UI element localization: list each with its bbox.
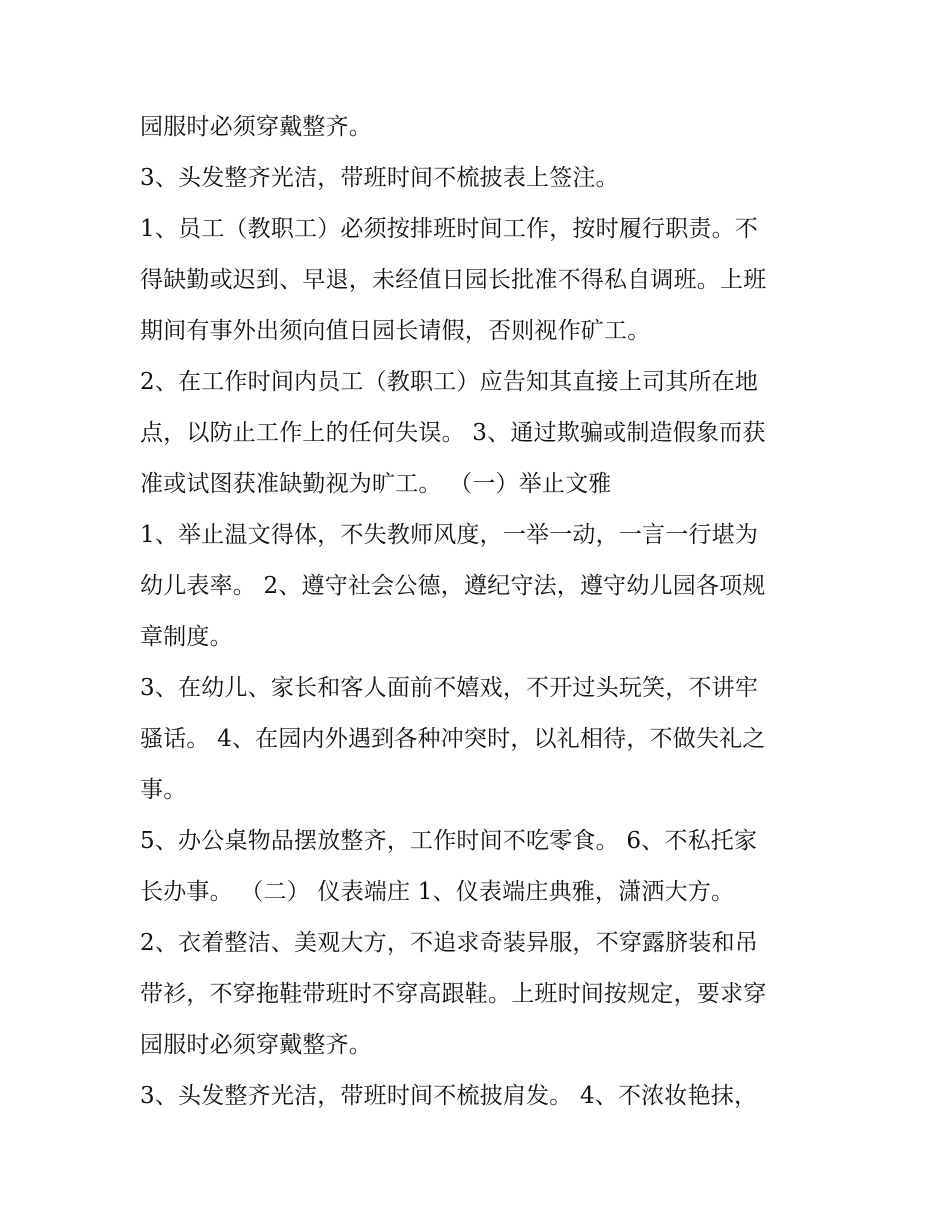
- text-line-14: 事。: [140, 777, 187, 803]
- document-body: [140, 102, 820, 1122]
- text-line-12: 3、在幼儿、家长和客人面前不嬉戏，不开过头玩笑，不讲牢: [140, 675, 759, 701]
- text-line-1: 园服时必须穿戴整齐。: [140, 114, 372, 140]
- text-line-9: 1、举止温文得体，不失教师风度，一举一动，一言一行堪为: [140, 522, 759, 548]
- text-line-13: 骚话。 4、在园内外遇到各种冲突时，以礼相待，不做失礼之: [140, 726, 766, 752]
- text-line-15: 5、办公桌物品摆放整齐，工作时间不吃零食。 6、不私托家: [140, 828, 758, 854]
- text-line-20: 3、头发整齐光洁，带班时间不梳披肩发。 4、不浓妆艳抹，: [140, 1083, 758, 1109]
- text-line-11: 章制度。: [140, 624, 233, 650]
- text-line-18: 带衫，不穿拖鞋带班时不穿高跟鞋。上班时间按规定，要求穿: [140, 981, 767, 1007]
- text-line-5: 期间有事外出须向值日园长请假，否则视作矿工。: [140, 318, 651, 344]
- text-line-19: 园服时必须穿戴整齐。: [140, 1032, 372, 1058]
- text-line-6: 2、在工作时间内员工（教职工）应告知其直接上司其所在地: [140, 369, 759, 395]
- text-line-2: 3、头发整齐光洁，带班时间不梳披表上签注。: [140, 165, 619, 191]
- text-line-16: 长办事。 （二） 仪表端庄 1、仪表端庄典雅，潇洒大方。: [140, 879, 735, 905]
- text-line-10: 幼儿表率。 2、遵守社会公德，遵纪守法，遵守幼儿园各项规: [140, 573, 766, 599]
- text-line-4: 得缺勤或迟到、早退，未经值日园长批准不得私自调班。上班: [140, 267, 767, 293]
- text-line-3: 1、员工（教职工）必须按排班时间工作，按时履行职责。不: [140, 216, 759, 242]
- text-line-17: 2、衣着整洁、美观大方，不追求奇装异服，不穿露脐装和吊: [140, 930, 759, 956]
- text-line-8: 准或试图获准缺勤视为旷工。 （一）举止文雅: [140, 471, 612, 497]
- text-line-7: 点，以防止工作上的任何失误。 3、通过欺骗或制造假象而获: [140, 420, 766, 446]
